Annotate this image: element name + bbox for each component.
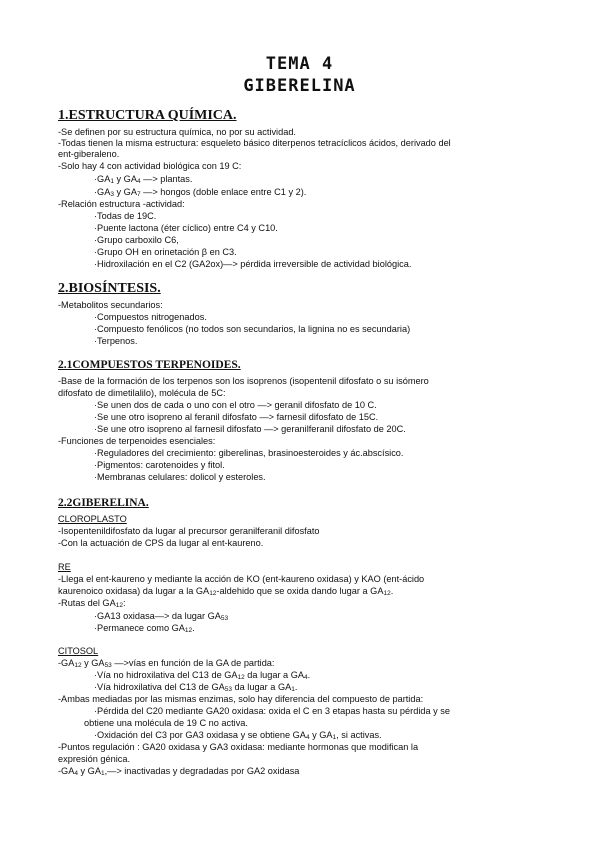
list-item: ·Vía hidroxilativa del C13 de $GA_{53}$ da lugar a $GA_1$. xyxy=(94,682,298,693)
list-item: ·Pigmentos: carotenoides y fitol. xyxy=(94,460,225,470)
list-item: ·Terpenos. xyxy=(94,336,138,346)
text-line: -Metabolitos secundarios: xyxy=(58,300,163,310)
list-item: ·Se unen dos de cada o uno con el otro —> geranil difosfato de 10 C. xyxy=(94,400,377,410)
list-item: ·Compuesto fenólicos (no todos son secundarios, la lignina no es secundaria) xyxy=(94,324,411,334)
text-line: kaurenoico oxidasa) da lugar a la $GA_{12}$-aldehido que se oxida dando lugar a $GA_{12}$. xyxy=(58,586,394,597)
text-line: expresión génica. xyxy=(58,754,131,764)
text-line: $-GA_4$ y $GA_1,—>$ inactivadas y degradadas por GA2 oxidasa xyxy=(58,766,300,777)
text-line: -Ambas mediadas por las mismas enzimas, solo hay diferencia del compuesto de partida: xyxy=(58,694,424,704)
heading-giberelina: 2.2GIBERELINA. xyxy=(58,497,149,509)
text-line: -Base de la formación de los terpenos son los isoprenos (isopentenil difosfato o su isómero xyxy=(58,376,429,386)
text-line: -Isopentenildifosfato da lugar al precursor geranilferanil difosfato xyxy=(58,526,320,536)
list-item: ·Permanece como $GA_{12}$. xyxy=(94,623,195,634)
list-item: ·Oxidación del C3 por GA3 oxidasa y se obtiene $GA_4$ y $GA_1$, si activas. xyxy=(94,730,382,741)
label-cloroplasto: CLOROPLASTO xyxy=(58,514,127,524)
text-line: -Llega el ent-kaureno y mediante la acción de KO (ent-kaureno oxidasa) y KAO (ent-ácido xyxy=(58,574,425,584)
list-item: ·Todas de 19C. xyxy=(94,211,157,221)
text-line: difosfato de dimetilalilo), molécula de 5C: xyxy=(58,388,226,398)
text-line: -Relación estructura -actividad: xyxy=(58,199,185,209)
list-item: ·Pérdida del C20 mediante GA20 oxidasa: oxida el C en 3 etapas hasta su pérdida y se xyxy=(94,706,450,716)
text-line: -Solo hay 4 con actividad biológica con 19 C: xyxy=(58,161,242,171)
text-line: -Todas tienen la misma estructura: esqueleto básico diterpenos tetracíclicos ácidos, derivado del xyxy=(58,138,451,148)
text-line: -Puntos regulación : GA20 oxidasa y GA3 oxidasa: mediante hormonas que modifican la xyxy=(58,742,419,752)
heading-terpenoides: 2.1COMPUESTOS TERPENOIDES. xyxy=(58,359,241,371)
list-item: ·GA13 oxidasa—> da lugar $GA_{53}$ xyxy=(94,611,229,622)
list-item: ·Se une otro isopreno al feranil difosfato —> farnesil difosfato de 15C. xyxy=(94,412,379,422)
heading-estructura: 1.ESTRUCTURA QUÍMICA. xyxy=(58,108,237,123)
doc-title-line1: TEMA 4 xyxy=(265,54,334,74)
list-item: ·Membranas celulares: dolicol y esteroles. xyxy=(94,472,266,482)
doc-title-line2: GIBERELINA xyxy=(243,76,356,96)
text-line: $-GA_{12}$ y $GA_{53}$ —>vías en función de la GA de partida: xyxy=(58,658,275,669)
list-item: ·Compuestos nitrogenados. xyxy=(94,312,207,322)
label-citosol: CITOSOL xyxy=(58,646,99,656)
label-re: RE xyxy=(58,562,71,572)
text-line: -Funciones de terpenoides esenciales: xyxy=(58,436,216,446)
list-item: ·Reguladores del crecimiento: giberelinas, brasinoesteroides y ác.abscísico. xyxy=(94,448,404,458)
list-item: ·Se une otro isopreno al farnesil difosfato —> geranilferanil difosfato de 20C. xyxy=(94,424,406,434)
list-item: ·Grupo carboxilo C6, xyxy=(94,235,179,245)
text-line: -Rutas del $GA_{12}$: xyxy=(58,598,126,609)
list-item: ·Hidroxilación en el C2 (GA2ox)—> pérdida irreversible de actividad biológica. xyxy=(94,259,412,269)
text-line: -Con la actuación de CPS da lugar al ent-kaureno. xyxy=(58,538,264,548)
text-line-ga-plants: $\cdot GA_1$ y $GA_4$ —> plantas. xyxy=(94,174,193,185)
text-line: -Se definen por su estructura química, no por su actividad. xyxy=(58,127,296,137)
heading-biosintesis: 2.BIOSÍNTESIS. xyxy=(58,281,161,296)
text-line: ent-giberaleno. xyxy=(58,149,120,159)
list-item: ·Puente lactona (éter cíclico) entre C4 y C10. xyxy=(94,223,278,233)
list-item: ·Vía no hidroxilativa del C13 de $GA_{12}$ da lugar a $GA_4$. xyxy=(94,670,311,681)
text-line-ga-fungi: $\cdot GA_3$ y $GA_7$ —> hongos (doble enlace entre C1 y 2). xyxy=(94,187,307,198)
list-item: ·Grupo OH en orinetación β en C3. xyxy=(94,247,237,257)
text-line: obtiene una molécula de 19 C no activa. xyxy=(84,718,248,728)
